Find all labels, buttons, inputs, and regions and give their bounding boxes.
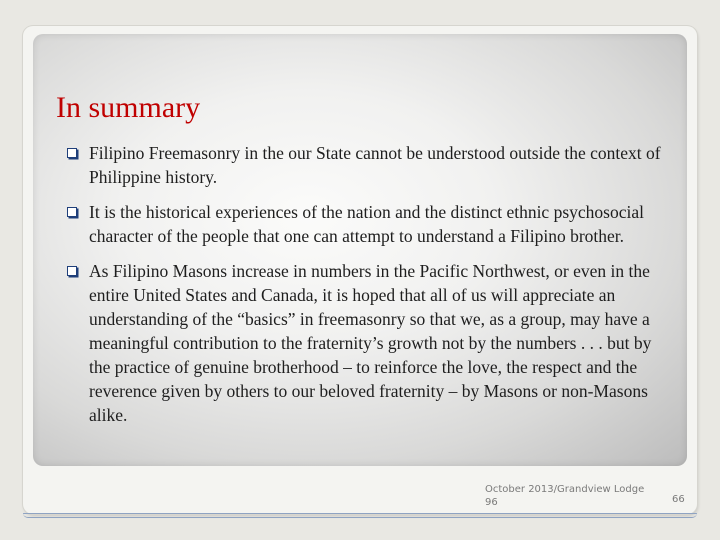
bullet-list	[66, 141, 666, 438]
bottom-rule	[23, 513, 697, 518]
bullet-text: It is the historical experiences of the nation and the distinct ethnic psychosocial character of the people that one can attempt to understand a Filipino brother.	[89, 202, 644, 246]
square-bullet-icon	[67, 207, 77, 217]
slide-title: In summary	[56, 91, 201, 124]
bullet-item	[66, 259, 666, 427]
square-bullet-icon	[67, 148, 77, 158]
page-number: 66	[672, 494, 685, 505]
bullet-text: Filipino Freemasonry in the our State cannot be understood outside the context of Philippine history.	[89, 143, 661, 187]
bullet-text: As Filipino Masons increase in numbers in the Pacific Northwest, or even in the entire United States and Canada, it is hoped that all of us will appreciate an understanding of the “basics” in freemasonry so that we, as a group, may have a meaningful contribution to the fraternity’s growth not by the numbers . . . but by the practice of genuine brotherhood – to reinforce the love, the respect and the reverence given by others to our beloved fraternity – by Masons or non-Masons alike.	[89, 261, 652, 425]
bullet-item	[66, 141, 666, 189]
square-bullet-icon	[67, 266, 77, 276]
bullet-item	[66, 200, 666, 248]
slide-footer: October 2013/Grandview Lodge 96	[485, 484, 645, 508]
